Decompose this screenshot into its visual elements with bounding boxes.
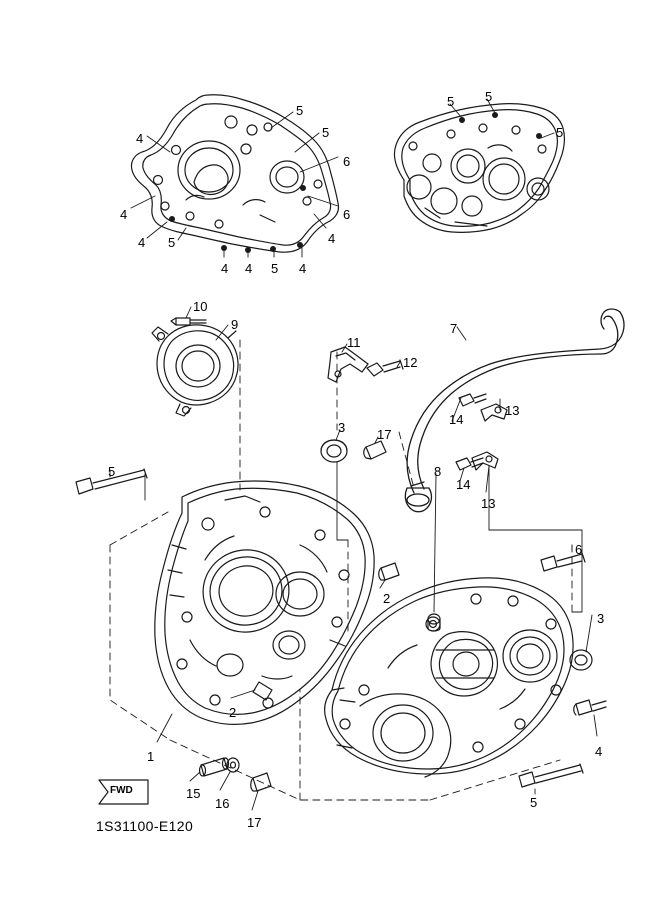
callout-3: 3 (597, 611, 605, 626)
callout-14: 14 (449, 412, 464, 427)
right-crankcase-half (325, 578, 573, 777)
seal-housing-assembly (152, 325, 238, 416)
plug-2-right (379, 563, 399, 580)
callout-5: 5 (485, 89, 493, 104)
oil-seal-3-right (570, 650, 592, 670)
callout-1: 1 (147, 749, 155, 764)
callout-7: 7 (450, 321, 458, 336)
callout-5: 5 (108, 464, 116, 479)
clamp-13-lower (472, 452, 498, 470)
callout-15: 15 (186, 786, 201, 801)
bolt-12 (367, 360, 403, 376)
callout-5: 5 (271, 261, 279, 276)
callout-9: 9 (231, 317, 239, 332)
left-cover-bolt-dots (169, 185, 306, 253)
callout-17: 17 (247, 815, 262, 830)
callout-4: 4 (328, 231, 336, 246)
callout-6: 6 (575, 542, 583, 557)
callout-4: 4 (136, 131, 144, 146)
upper-right-case (394, 104, 564, 233)
fwd-label: FWD (110, 785, 133, 796)
callout-8: 8 (434, 464, 442, 479)
callout-13: 13 (505, 403, 520, 418)
plug-17-upper (364, 441, 386, 459)
callout-10: 10 (193, 299, 208, 314)
callout-4: 4 (221, 261, 229, 276)
callout-6: 6 (343, 207, 351, 222)
oil-seal-3-left (321, 440, 347, 462)
upper-right-leaders (450, 99, 554, 138)
callout-14: 14 (456, 477, 471, 492)
upper-left-cover (131, 95, 338, 252)
bracket-11 (328, 347, 368, 382)
callout-5: 5 (168, 235, 176, 250)
bolt-14-lower (456, 458, 483, 470)
callout-2: 2 (383, 591, 391, 606)
bolt-4-right (574, 700, 606, 715)
callout-16: 16 (215, 796, 230, 811)
callout-13: 13 (481, 496, 496, 511)
callout-5: 5 (530, 795, 538, 810)
callout-12: 12 (403, 355, 418, 370)
callout-3: 3 (338, 420, 346, 435)
callout-4: 4 (138, 235, 146, 250)
callout-5: 5 (556, 125, 564, 140)
callout-4: 4 (120, 207, 128, 222)
callout-17: 17 (377, 427, 392, 442)
bolt-14-upper (459, 394, 486, 406)
assembly-guides (110, 340, 572, 800)
callout-5: 5 (447, 94, 455, 109)
bolt-10 (171, 318, 206, 325)
callout-5: 5 (322, 125, 330, 140)
part-number-label: 1S31100-E120 (96, 818, 194, 834)
callout-11: 11 (347, 335, 361, 350)
callout-6: 6 (343, 154, 351, 169)
callout-4: 4 (595, 744, 603, 759)
callout-4: 4 (299, 261, 307, 276)
bolt-5-bottom (519, 764, 583, 787)
callout-2: 2 (229, 705, 237, 720)
clamp-13-upper (481, 404, 507, 421)
callout-4: 4 (245, 261, 253, 276)
callout-5: 5 (296, 103, 304, 118)
